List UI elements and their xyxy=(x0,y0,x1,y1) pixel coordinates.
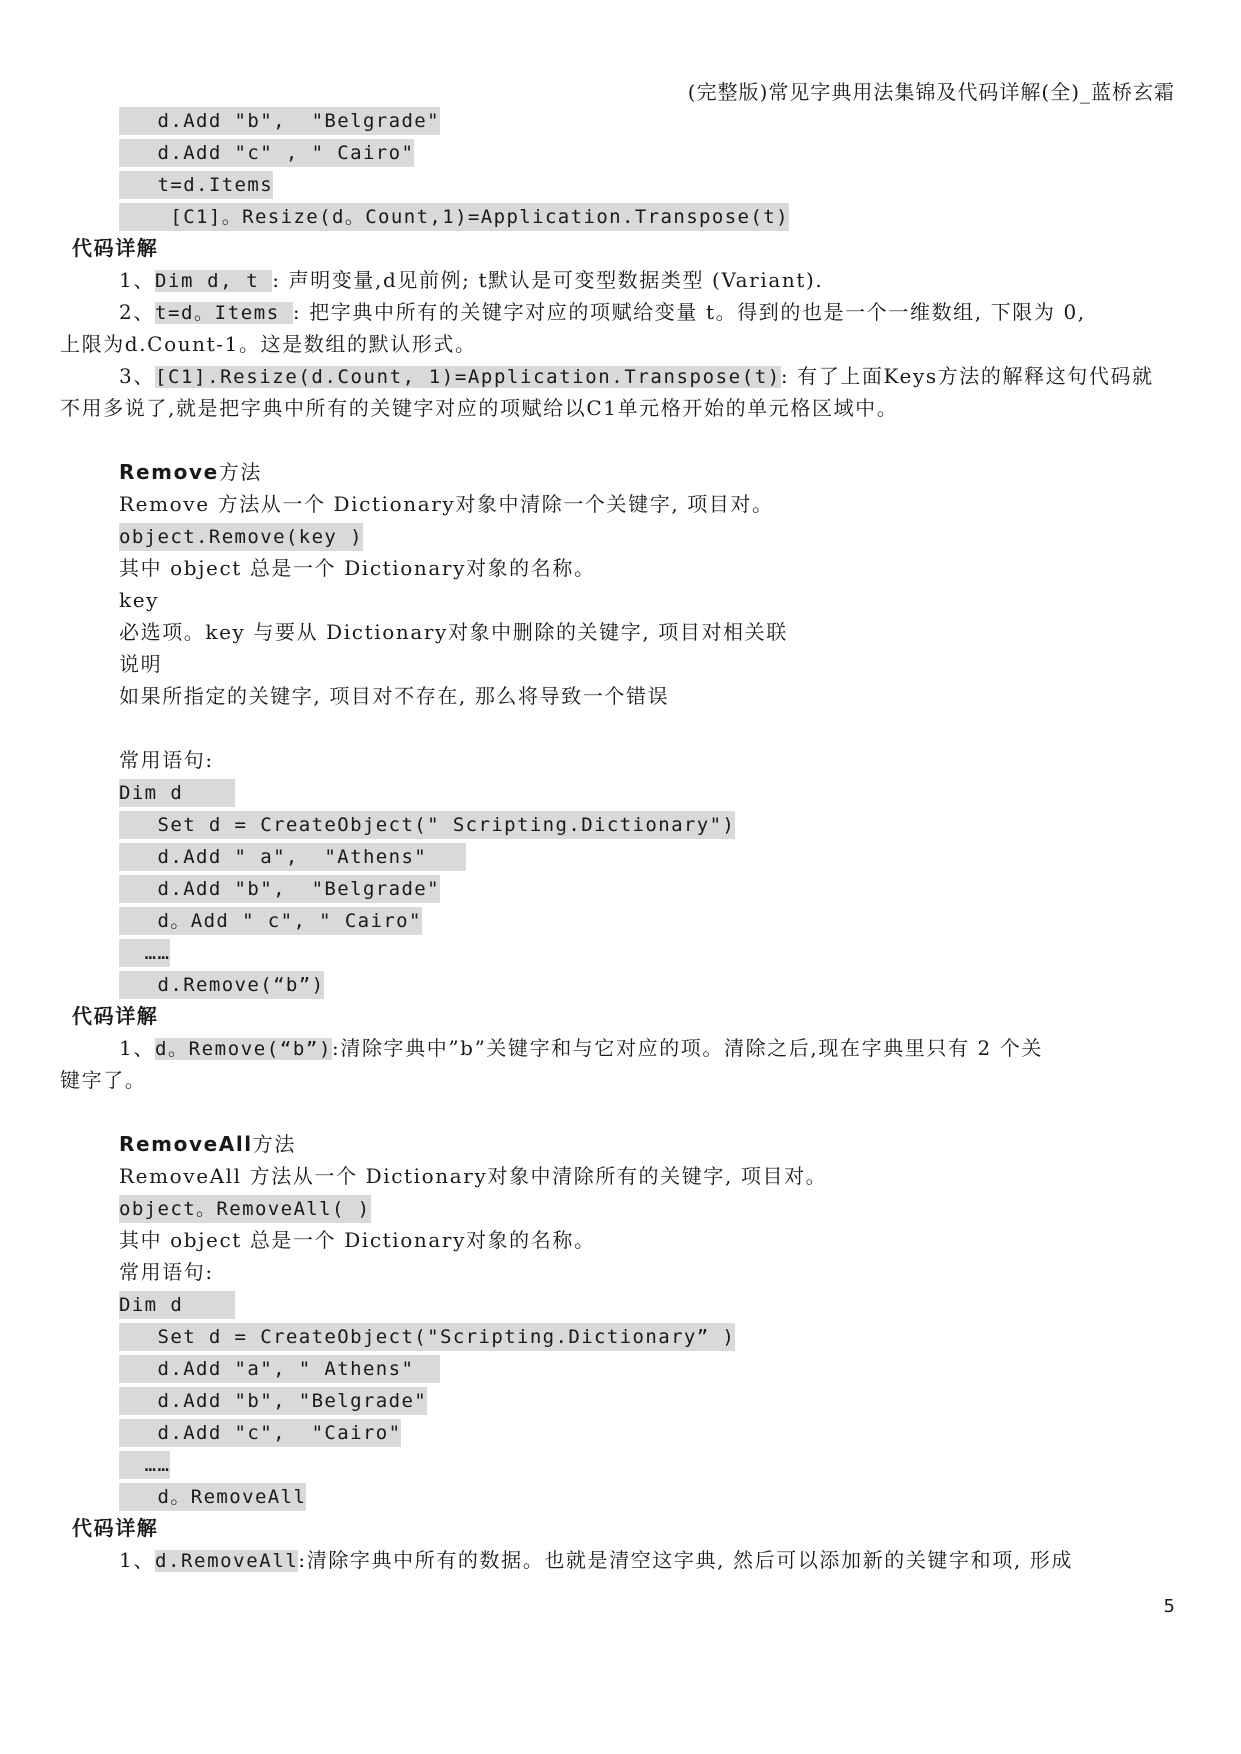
code-line: d.Add " a", "Athens" xyxy=(119,842,466,870)
code-line: Set d = CreateObject("Scripting.Dictionary” ) xyxy=(119,1322,735,1350)
code-line: d。Add " c", " Cairo" xyxy=(119,906,422,934)
page-header: (完整版)常见字典用法集锦及代码详解(全)_蓝桥玄霜 xyxy=(687,80,1175,104)
code-line: d.Add "b", "Belgrade" xyxy=(119,874,440,902)
code-line: [C1]。Resize(d。Count,1)=Application.Transpose(t) xyxy=(119,202,789,230)
explain-item-3: 3、[C1].Resize(d.Count, 1)=Application.Transpose(t): 有了上面Keys方法的解释这句代码就 xyxy=(119,364,1154,388)
explain-item-1: 1、d.RemoveAll:清除字典中所有的数据。也就是清空这字典, 然后可以添加新的关键字和项, 形成 xyxy=(119,1548,1073,1572)
method-desc: RemoveAll 方法从一个 Dictionary对象中清除所有的关键字, 项目对。 xyxy=(119,1164,828,1188)
code-line: d。RemoveAll xyxy=(119,1482,306,1510)
method-desc: Remove 方法从一个 Dictionary对象中清除一个关键字, 项目对。 xyxy=(119,492,774,516)
note-label: 说明 xyxy=(119,652,163,676)
page-number: 5 xyxy=(1163,1596,1175,1617)
explain-item-1-cont: 键字了。 xyxy=(60,1068,147,1092)
explain-item-2-cont: 上限为d.Count-1。这是数组的默认形式。 xyxy=(60,332,477,356)
section-heading: 代码详解 xyxy=(72,1004,159,1028)
section-heading: 代码详解 xyxy=(72,236,159,260)
explain-item-1: 1、d。Remove(“b”):清除字典中”b”关键字和与它对应的项。清除之后,现在字典里只有 2 个关 xyxy=(119,1036,1044,1060)
code-line: …… xyxy=(119,1450,170,1478)
method-syntax: object.Remove(key ) xyxy=(119,522,363,550)
object-desc: 其中 object 总是一个 Dictionary对象的名称。 xyxy=(119,1228,596,1252)
code-line: Dim d xyxy=(119,778,235,806)
explain-item-2: 2、t=d。Items : 把字典中所有的关键字对应的项赋给变量 t。得到的也是一个一维数组, 下限为 0, xyxy=(119,300,1086,324)
key-label: key xyxy=(119,588,160,612)
code-line: d.Add "c", "Cairo" xyxy=(119,1418,401,1446)
usage-label: 常用语句: xyxy=(119,1260,214,1284)
method-title-removeall: RemoveAll方法 xyxy=(119,1132,296,1156)
code-line: Dim d xyxy=(119,1290,235,1318)
method-syntax: object。RemoveAll( ) xyxy=(119,1194,371,1222)
key-desc: 必选项。key 与要从 Dictionary对象中删除的关键字, 项目对相关联 xyxy=(119,620,788,644)
usage-label: 常用语句: xyxy=(119,748,214,772)
code-line: d.Add "c" , " Cairo" xyxy=(119,138,414,166)
code-line: d.Add "b", "Belgrade" xyxy=(119,1386,427,1414)
code-line: …… xyxy=(119,938,170,966)
code-line: t=d.Items xyxy=(119,170,273,198)
method-title-remove: Remove方法 xyxy=(119,460,262,484)
explain-item-1: 1、Dim d, t : 声明变量,d见前例; t默认是可变型数据类型 (Variant). xyxy=(119,268,824,292)
code-line: d.Remove(“b”) xyxy=(119,970,324,998)
object-desc: 其中 object 总是一个 Dictionary对象的名称。 xyxy=(119,556,596,580)
code-line: d.Add "a", " Athens" xyxy=(119,1354,440,1382)
section-heading: 代码详解 xyxy=(72,1516,159,1540)
code-line: Set d = CreateObject(" Scripting.Dictionary") xyxy=(119,810,735,838)
note-desc: 如果所指定的关键字, 项目对不存在, 那么将导致一个错误 xyxy=(119,684,670,708)
code-line: d.Add "b", "Belgrade" xyxy=(119,106,440,134)
explain-item-3-cont: 不用多说了,就是把字典中所有的关键字对应的项赋给以C1单元格开始的单元格区域中。 xyxy=(60,396,899,420)
